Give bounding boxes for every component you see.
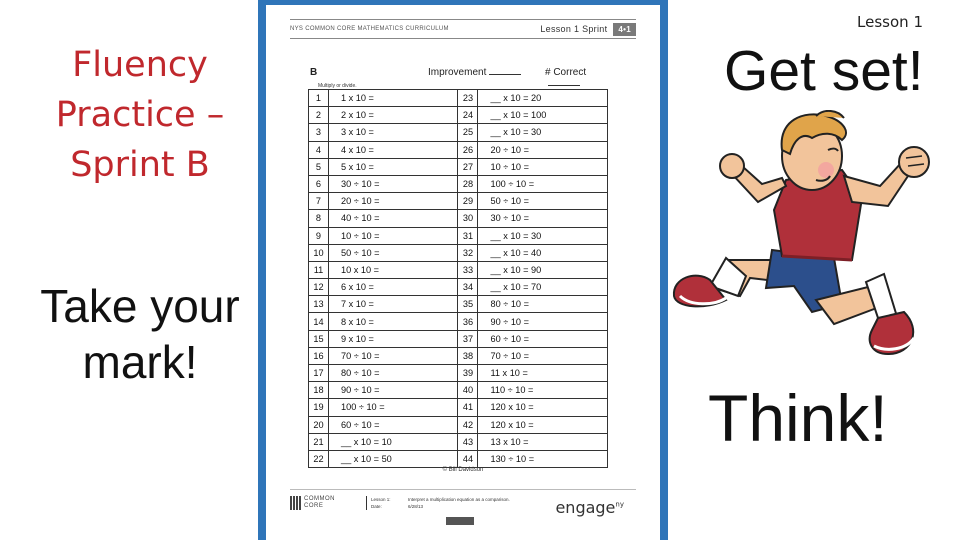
problem-number: 21	[309, 433, 329, 450]
problem-number: 3	[309, 124, 329, 141]
problem-number: 8	[309, 210, 329, 227]
sprint-row	[309, 450, 608, 467]
problem-text: 20 ÷ 10 =	[478, 141, 608, 158]
problem-number: 16	[309, 347, 329, 364]
sprint-row	[309, 382, 608, 399]
problem-number: 43	[458, 433, 478, 450]
problem-number: 42	[458, 416, 478, 433]
get-set-text: Get set!	[724, 39, 924, 103]
problem-number: 35	[458, 296, 478, 313]
common-core-logo	[290, 496, 335, 510]
problem-text: 120 x 10 =	[478, 399, 608, 416]
problem-text: 50 ÷ 10 =	[478, 193, 608, 210]
problem-number: 33	[458, 261, 478, 278]
sprint-row	[309, 416, 608, 433]
problem-number: 20	[309, 416, 329, 433]
problem-text: 7 x 10 =	[328, 296, 458, 313]
problem-number: 18	[309, 382, 329, 399]
problem-text: 130 ÷ 10 =	[478, 450, 608, 467]
sprint-row	[309, 296, 608, 313]
problem-number: 30	[458, 210, 478, 227]
problem-text: 3 x 10 =	[328, 124, 458, 141]
sprint-row	[309, 227, 608, 244]
creative-commons-icon	[446, 517, 474, 525]
problem-text: 10 x 10 =	[328, 261, 458, 278]
problem-number: 39	[458, 365, 478, 382]
footer-lesson-label: Lesson 1:	[371, 497, 391, 502]
worksheet-footer	[290, 489, 636, 529]
problem-text: __ x 10 = 70	[478, 279, 608, 296]
problem-number: 26	[458, 141, 478, 158]
problem-number: 41	[458, 399, 478, 416]
problem-text: 60 ÷ 10 =	[478, 330, 608, 347]
take-your-mark-text: Take your mark!	[40, 280, 240, 388]
problem-text: 10 ÷ 10 =	[478, 158, 608, 175]
problem-number: 29	[458, 193, 478, 210]
sprint-row	[309, 330, 608, 347]
problem-number: 37	[458, 330, 478, 347]
problem-number: 24	[458, 107, 478, 124]
logo-line-2: CORE	[304, 503, 324, 509]
sprint-row	[309, 347, 608, 364]
copyright-text: © Bill Davidson	[442, 467, 484, 473]
problem-number: 27	[458, 158, 478, 175]
problem-text: __ x 10 = 40	[478, 244, 608, 261]
problem-text: 80 ÷ 10 =	[478, 296, 608, 313]
problem-text: 100 ÷ 10 =	[478, 175, 608, 192]
problem-number: 19	[309, 399, 329, 416]
slide-title	[20, 40, 260, 190]
footer-date-label: Date:	[371, 504, 382, 509]
problem-text: 10 ÷ 10 =	[328, 227, 458, 244]
engage-ny-logo	[555, 498, 624, 517]
runner-image	[666, 110, 946, 372]
header-right	[540, 23, 636, 36]
think-text: Think!	[708, 381, 888, 455]
problem-number: 44	[458, 450, 478, 467]
problem-number: 36	[458, 313, 478, 330]
sprint-letter: B	[310, 67, 318, 78]
logo-line-1: COMMON	[304, 496, 335, 502]
footer-description	[408, 496, 510, 510]
problem-text: 80 ÷ 10 =	[328, 365, 458, 382]
problem-text: 1 x 10 =	[328, 90, 458, 107]
sprint-row	[309, 210, 608, 227]
sprint-row	[309, 399, 608, 416]
problem-text: 5 x 10 =	[328, 158, 458, 175]
problem-text: 90 ÷ 10 =	[478, 313, 608, 330]
sprint-row	[309, 433, 608, 450]
sprint-row	[309, 175, 608, 192]
problem-text: 13 x 10 =	[478, 433, 608, 450]
problem-text: 11 x 10 =	[478, 365, 608, 382]
sprint-row	[309, 124, 608, 141]
problem-number: 31	[458, 227, 478, 244]
sprint-row	[309, 158, 608, 175]
worksheet-header	[290, 19, 636, 39]
problem-text: 100 ÷ 10 =	[328, 399, 458, 416]
problem-text: 70 ÷ 10 =	[328, 347, 458, 364]
problem-text: __ x 10 = 50	[328, 450, 458, 467]
problem-number: 12	[309, 279, 329, 296]
problem-number: 17	[309, 365, 329, 382]
sprint-row	[309, 313, 608, 330]
problem-text: 30 ÷ 10 =	[328, 175, 458, 192]
slide-title-text: Fluency Practice – Sprint B	[55, 45, 225, 185]
footer-desc-line-2: 6/28/13	[408, 504, 424, 509]
sprint-table	[308, 89, 608, 468]
problem-number: 5	[309, 158, 329, 175]
problem-number: 25	[458, 124, 478, 141]
problem-text: 2 x 10 =	[328, 107, 458, 124]
problem-number: 2	[309, 107, 329, 124]
problem-text: 110 ÷ 10 =	[478, 382, 608, 399]
sprint-row	[309, 365, 608, 382]
worksheet-image	[258, 0, 668, 540]
problem-number: 13	[309, 296, 329, 313]
problem-text: __ x 10 = 100	[478, 107, 608, 124]
problem-text: 120 x 10 =	[478, 416, 608, 433]
problem-text: 70 ÷ 10 =	[478, 347, 608, 364]
problem-text: 6 x 10 =	[328, 279, 458, 296]
sprint-row	[309, 193, 608, 210]
problem-text: __ x 10 = 20	[478, 90, 608, 107]
problem-number: 6	[309, 175, 329, 192]
problem-number: 14	[309, 313, 329, 330]
sprint-row	[309, 107, 608, 124]
problem-text: __ x 10 = 10	[328, 433, 458, 450]
problem-text: 4 x 10 =	[328, 141, 458, 158]
instruction-text: Multiply or divide.	[318, 83, 357, 89]
problem-number: 28	[458, 175, 478, 192]
footer-desc-line-1: Interpret a multiplication equation as a comparison.	[408, 497, 510, 502]
sprint-row	[309, 244, 608, 261]
problem-number: 23	[458, 90, 478, 107]
improvement-label: Improvement	[428, 67, 521, 78]
lesson-sprint-label: Lesson 1 Sprint	[540, 24, 608, 34]
problem-text: 40 ÷ 10 =	[328, 210, 458, 227]
sprint-row	[309, 279, 608, 296]
footer-lesson	[366, 496, 391, 510]
common-core-bars-icon	[290, 496, 301, 510]
problem-text: 8 x 10 =	[328, 313, 458, 330]
problem-number: 9	[309, 227, 329, 244]
ny-text: ny	[615, 500, 624, 509]
problem-number: 7	[309, 193, 329, 210]
problem-number: 1	[309, 90, 329, 107]
curriculum-label: NYS COMMON CORE MATHEMATICS CURRICULUM	[290, 26, 449, 32]
problem-number: 22	[309, 450, 329, 467]
sprint-row	[309, 141, 608, 158]
problem-text: 20 ÷ 10 =	[328, 193, 458, 210]
problem-number: 11	[309, 261, 329, 278]
problem-text: __ x 10 = 90	[478, 261, 608, 278]
problem-number: 4	[309, 141, 329, 158]
problem-number: 15	[309, 330, 329, 347]
problem-number: 40	[458, 382, 478, 399]
problem-text: 50 ÷ 10 =	[328, 244, 458, 261]
worksheet-page	[266, 5, 660, 540]
sprint-row	[309, 90, 608, 107]
problem-text: __ x 10 = 30	[478, 124, 608, 141]
lesson-label: Lesson 1	[857, 13, 923, 31]
problem-text: 9 x 10 =	[328, 330, 458, 347]
problem-number: 34	[458, 279, 478, 296]
problem-number: 38	[458, 347, 478, 364]
problem-text: __ x 10 = 30	[478, 227, 608, 244]
problem-number: 10	[309, 244, 329, 261]
problem-number: 32	[458, 244, 478, 261]
engage-text: engage	[555, 498, 616, 517]
problem-text: 30 ÷ 10 =	[478, 210, 608, 227]
grade-module-badge: 4•1	[613, 23, 636, 36]
sprint-row	[309, 261, 608, 278]
worksheet-meta	[310, 67, 620, 83]
problem-text: 90 ÷ 10 =	[328, 382, 458, 399]
problem-text: 60 ÷ 10 =	[328, 416, 458, 433]
correct-count-label: # Correct	[545, 67, 620, 89]
